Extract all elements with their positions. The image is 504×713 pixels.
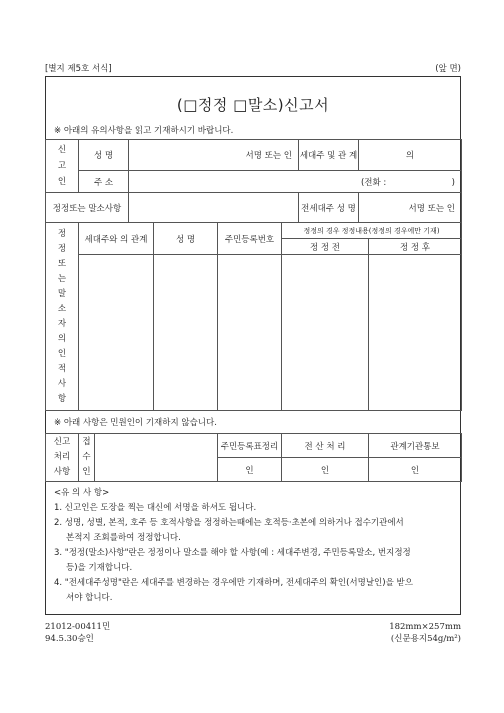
phone-close: ) xyxy=(451,177,455,188)
relation-field[interactable] xyxy=(359,140,462,171)
rrn-cell[interactable] xyxy=(218,255,282,411)
note-2-cont: 본적지 조회를하여 정정합니다. xyxy=(66,533,181,543)
name-label: 성 명 xyxy=(79,140,129,171)
person-label: 정정또는말소자의인적사항 xyxy=(46,223,79,411)
receipt-label: 접수인 xyxy=(79,434,95,482)
col-before: 정 정 전 xyxy=(282,239,369,255)
name-field[interactable] xyxy=(129,140,299,171)
form-title: (□정정 □말소)신고서 xyxy=(176,96,330,114)
approval-date: 94.5.30승인 xyxy=(45,634,94,644)
col-content: 정정의 경우 정정내용(정정의 경우에만 기재) xyxy=(282,223,462,239)
page-side: (앞 면) xyxy=(435,64,461,74)
sign-label: 서명 또는 인 xyxy=(245,151,292,161)
col-relation: 세대주와 의 관계 xyxy=(79,223,154,255)
report-form xyxy=(45,76,461,615)
phone-label: (전화 : xyxy=(360,177,387,188)
note-top: ※ 아래의 유의사항을 읽고 기재하시기 바랍니다. xyxy=(54,126,234,136)
col-computer: 전 산 처 리 xyxy=(282,434,369,458)
note-3: 3. "정정(말소)사항"란은 정정이나 말소를 해야 할 사항(예 : 세대주변경, 주민등록말소, 번지정정 xyxy=(54,548,411,558)
note-2: 2. 성명, 성별, 본적, 호주 등 호적사항을 정정하는때에는 호적등·초본에 의하거나 접수기관에서 xyxy=(54,518,404,528)
note-4: 4. "전세대주성명"란은 세대주를 변경하는 경우에만 기재하며, 전세대주의 확인(서명날인)을 받으 xyxy=(54,578,413,588)
relation-label: 세대주 및 관 계 xyxy=(299,140,359,171)
head-label: 전세대주 성 명 xyxy=(299,193,359,223)
reporter-label: 신고인 xyxy=(46,140,79,193)
before-cell[interactable] xyxy=(282,255,369,411)
col-notify: 관계기관통보 xyxy=(369,434,462,458)
head-sign-label: 서명 또는 인 xyxy=(408,203,455,214)
note-1: 1. 신고인은 도장을 찍는 대신에 서명을 하셔도 됩니다. xyxy=(54,503,257,513)
processing-table xyxy=(45,433,462,482)
relation-suffix: 의 xyxy=(405,151,415,161)
form-number: [별지 제5호 서식] xyxy=(45,64,112,74)
reporter-table xyxy=(45,139,462,223)
seal-3: 인 xyxy=(369,458,462,482)
note-mid: ※ 아래 사항은 민원인이 기재하지 않습니다. xyxy=(54,418,217,428)
note-3-cont: 등)을 기재합니다. xyxy=(66,563,133,573)
col-rrn: 주민등록번호 xyxy=(218,223,282,255)
address-label: 주 소 xyxy=(79,171,129,193)
relation-cell[interactable] xyxy=(79,255,154,411)
form-code: 21012-00411민 xyxy=(45,622,111,632)
matter-label: 정정또는 말소사항 xyxy=(46,193,129,223)
head-field[interactable] xyxy=(359,193,462,223)
address-field[interactable] xyxy=(129,171,462,193)
seal-1: 인 xyxy=(218,458,282,482)
notes-section xyxy=(54,486,454,606)
note-4-cont: 셔야 합니다. xyxy=(66,593,113,603)
person-table xyxy=(45,222,462,411)
paper-size: 182mm×257mm xyxy=(389,622,461,632)
paper-type: (신문용지54g/m²) xyxy=(390,634,461,644)
receipt-field[interactable] xyxy=(95,434,218,482)
col-after: 정 정 후 xyxy=(369,239,462,255)
name-cell[interactable] xyxy=(154,255,218,411)
notes-heading: <유 의 사 항> xyxy=(54,488,110,498)
seal-2: 인 xyxy=(282,458,369,482)
form-header xyxy=(45,60,461,76)
col-resident-record: 주민등록표정리 xyxy=(218,434,282,458)
matter-field[interactable] xyxy=(129,193,299,223)
col-name: 성 명 xyxy=(154,223,218,255)
after-cell[interactable] xyxy=(369,255,462,411)
processing-label: 신고처리사항 xyxy=(46,434,79,482)
